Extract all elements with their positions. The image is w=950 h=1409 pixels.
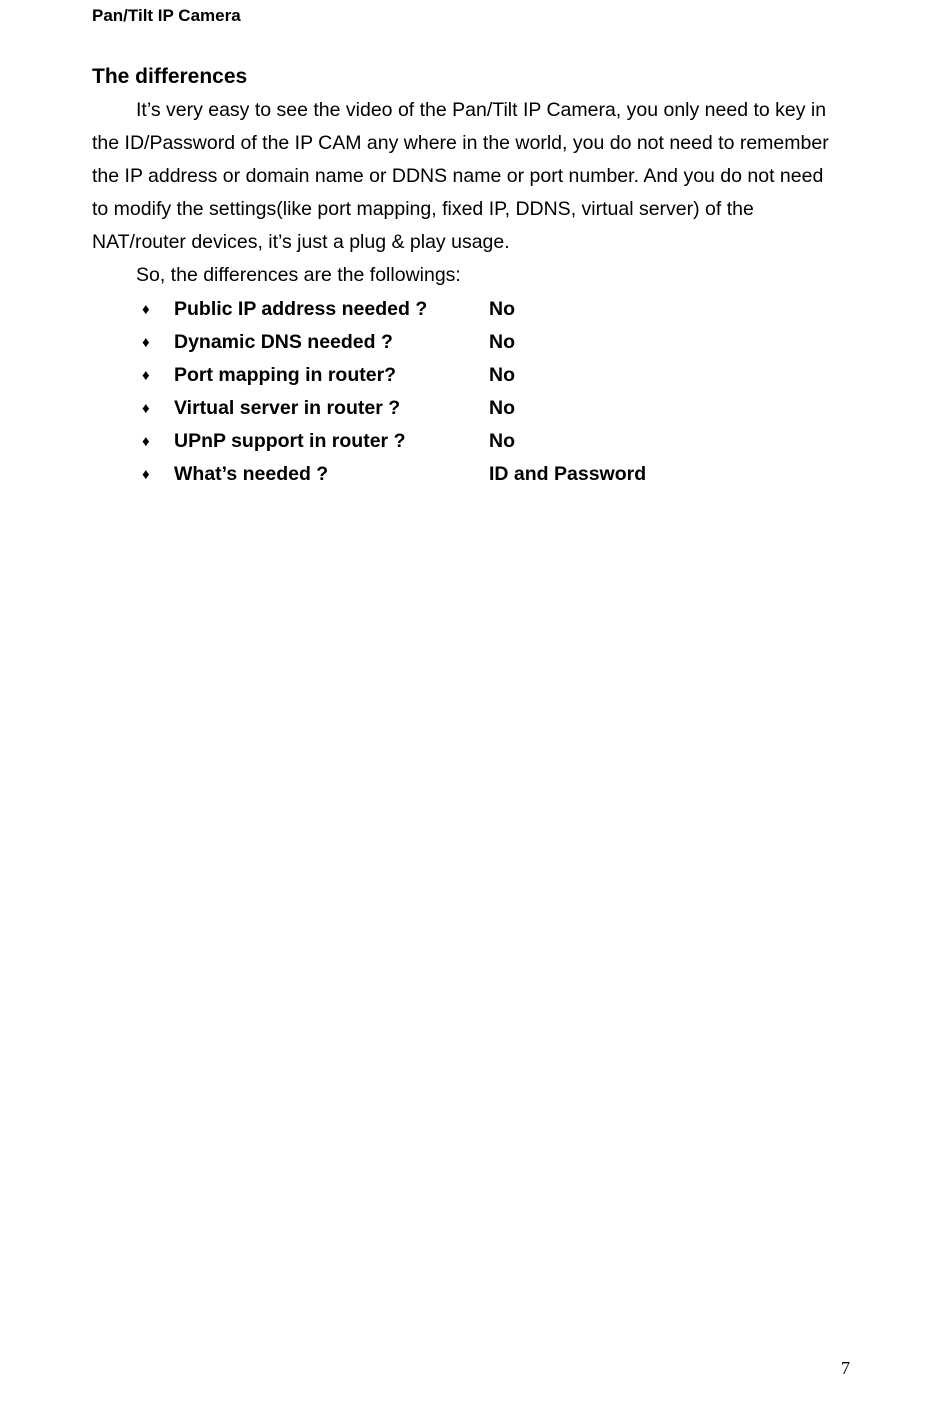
item-answer: No <box>489 364 515 386</box>
item-answer: ID and Password <box>489 463 647 485</box>
item-answer: No <box>489 397 515 419</box>
diamond-bullet-icon: ♦ <box>142 433 150 450</box>
section-body <box>92 94 867 292</box>
diamond-bullet-icon: ♦ <box>142 466 150 483</box>
paragraph-line-2: the ID/Password of the IP CAM any where in the world, you do not need to remember <box>92 132 829 154</box>
item-answer: No <box>489 430 515 452</box>
item-question: Port mapping in router? <box>174 364 397 386</box>
paragraph-line-3: the IP address or domain name or DDNS name or port number. And you do not need <box>92 165 824 187</box>
paragraph-line-1: It’s very easy to see the video of the Pan/Tilt IP Camera, you only need to key in <box>136 99 827 121</box>
page-number: 7 <box>841 1358 850 1378</box>
diamond-bullet-icon: ♦ <box>142 367 150 384</box>
running-header: Pan/Tilt IP Camera <box>92 6 241 25</box>
item-answer: No <box>489 331 515 353</box>
intro-line: So, the differences are the followings: <box>136 264 461 286</box>
diamond-bullet-icon: ♦ <box>142 301 150 318</box>
item-question: Virtual server in router ? <box>174 397 401 419</box>
paragraph-line-4: to modify the settings(like port mapping, fixed IP, DDNS, virtual server) of the <box>92 198 754 220</box>
diamond-bullet-icon: ♦ <box>142 400 150 417</box>
section-title: The differences <box>92 65 248 88</box>
item-question: Public IP address needed ? <box>174 298 428 320</box>
item-question: Dynamic DNS needed ? <box>174 331 393 353</box>
diamond-bullet-icon: ♦ <box>142 334 150 351</box>
item-answer: No <box>489 298 515 320</box>
item-question: UPnP support in router ? <box>174 430 406 452</box>
paragraph-line-5: NAT/router devices, it’s just a plug & play usage. <box>92 231 510 253</box>
item-question: What’s needed ? <box>174 463 329 485</box>
